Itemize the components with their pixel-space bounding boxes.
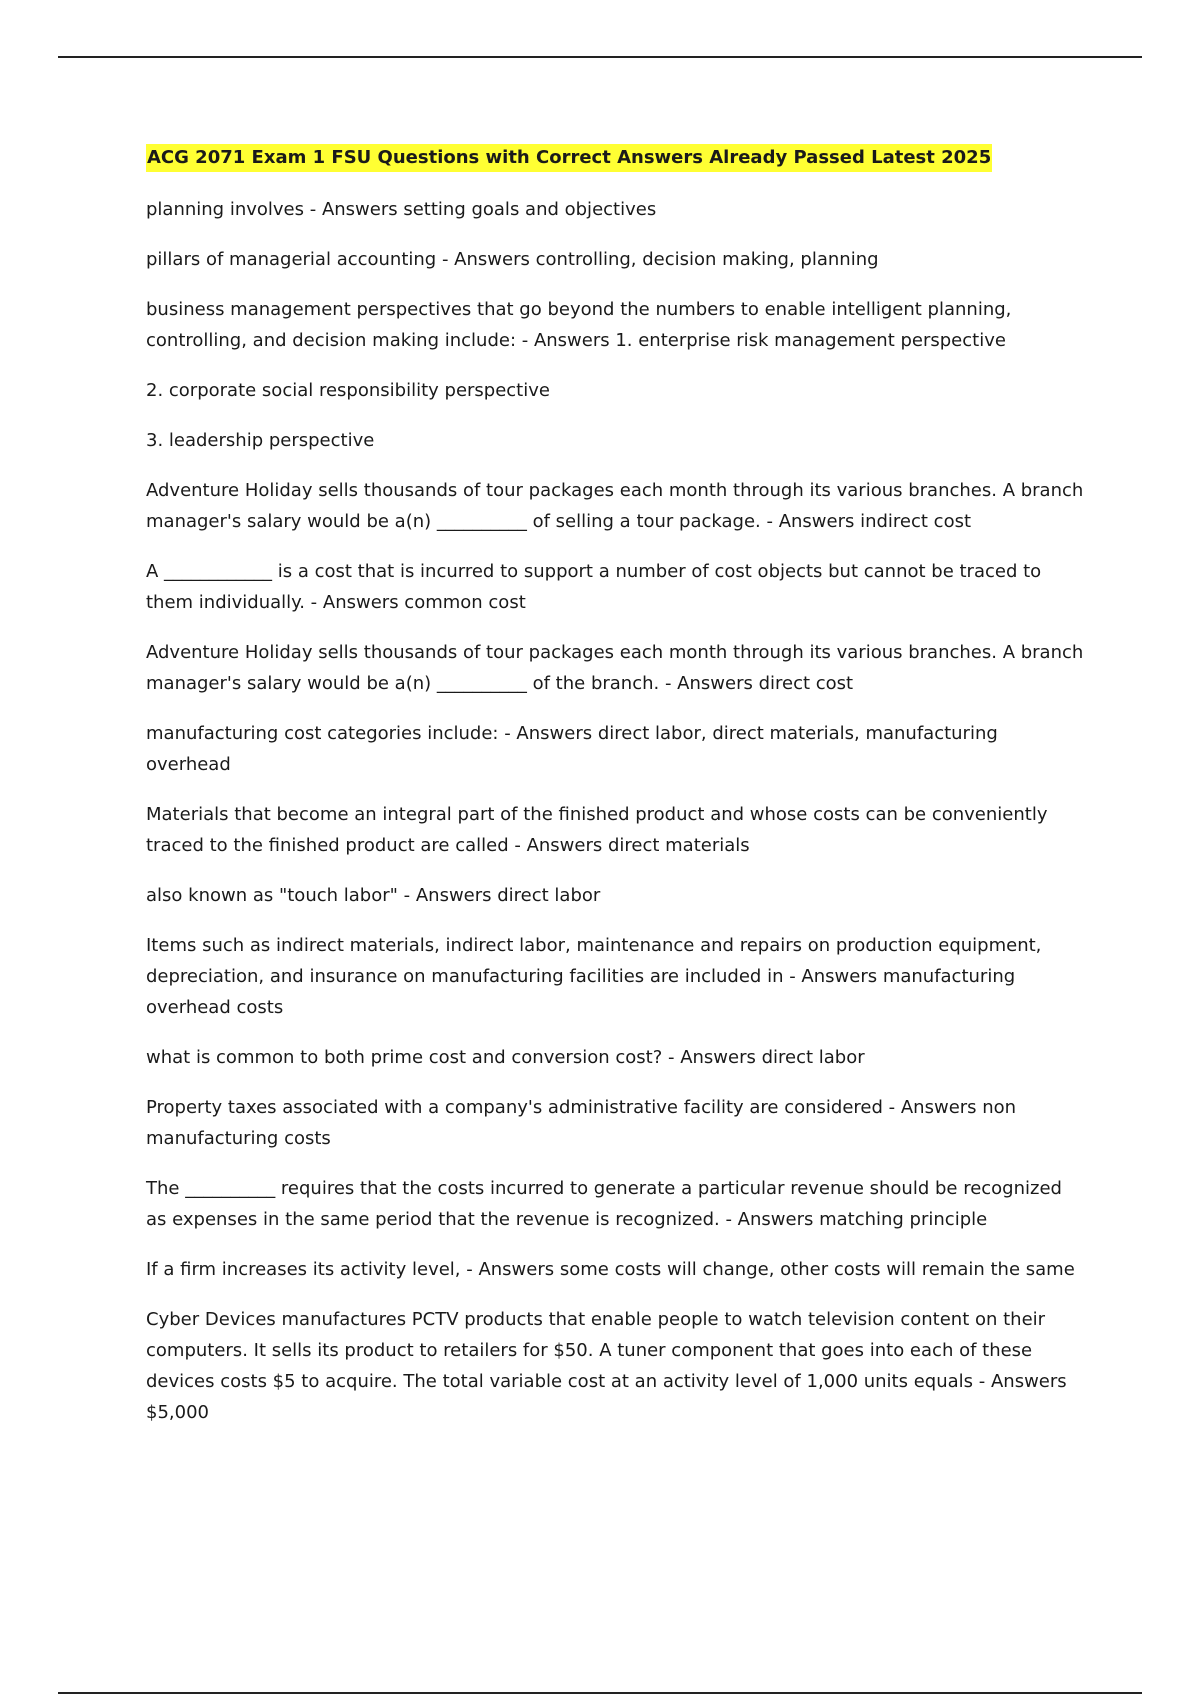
qa-paragraph-14: Property taxes associated with a company's administrative facility are considered - Answers non manufacturing costs — [146, 1097, 1017, 1149]
top-rule — [58, 56, 1142, 58]
qa-paragraph-11: also known as "touch labor" - Answers direct labor — [146, 885, 601, 906]
qa-paragraph-12: Items such as indirect materials, indirect labor, maintenance and repairs on production equipment, depreciation, and insurance on manufacturing facilities are included in - Answers manufacturing overhead costs — [146, 935, 1042, 1018]
qa-paragraph-10: Materials that become an integral part of the finished product and whose costs can be conveniently traced to the finished product are called - Answers direct materials — [146, 804, 1048, 856]
qa-paragraph-6: Adventure Holiday sells thousands of tour packages each month through its various branches. A branch manager's salary would be a(n) __________ of selling a tour package. - Answers indirect cost — [146, 480, 1084, 532]
qa-paragraph-17: Cyber Devices manufactures PCTV products that enable people to watch television content on their computers. It sells its product to retailers for $50. A tuner component that goes into each of these devices costs $5 to acquire. The total variable cost at an activity level of 1,000 units equals - Answers $5,000 — [146, 1309, 1067, 1423]
qa-paragraph-13: what is common to both prime cost and conversion cost? - Answers direct labor — [146, 1047, 865, 1068]
qa-paragraph-3: business management perspectives that go beyond the numbers to enable intelligent planning, controlling, and decision making include: - Answers 1. enterprise risk management perspective — [146, 299, 1012, 351]
qa-paragraph-5: 3. leadership perspective — [146, 430, 375, 451]
document-body — [146, 144, 1086, 1447]
qa-paragraph-7: A ____________ is a cost that is incurred to support a number of cost objects but cannot be traced to them individually. - Answers common cost — [146, 561, 1042, 613]
qa-paragraph-1: planning involves - Answers setting goals and objectives — [146, 199, 657, 220]
qa-paragraph-9: manufacturing cost categories include: - Answers direct labor, direct materials, manufacturing overhead — [146, 723, 998, 775]
qa-paragraph-2: pillars of managerial accounting - Answers controlling, decision making, planning — [146, 249, 879, 270]
qa-paragraph-16: If a firm increases its activity level, - Answers some costs will change, other costs will remain the same — [146, 1259, 1075, 1280]
qa-paragraph-4: 2. corporate social responsibility perspective — [146, 380, 550, 401]
document-title: ACG 2071 Exam 1 FSU Questions with Correct Answers Already Passed Latest 2025 — [146, 144, 992, 172]
qa-paragraph-8: Adventure Holiday sells thousands of tour packages each month through its various branches. A branch manager's salary would be a(n) __________ of the branch. - Answers direct cost — [146, 642, 1084, 694]
bottom-rule — [58, 1692, 1142, 1694]
qa-paragraph-15: The __________ requires that the costs incurred to generate a particular revenue should be recognized as expenses in the same period that the revenue is recognized. - Answers matching principle — [146, 1178, 1062, 1230]
